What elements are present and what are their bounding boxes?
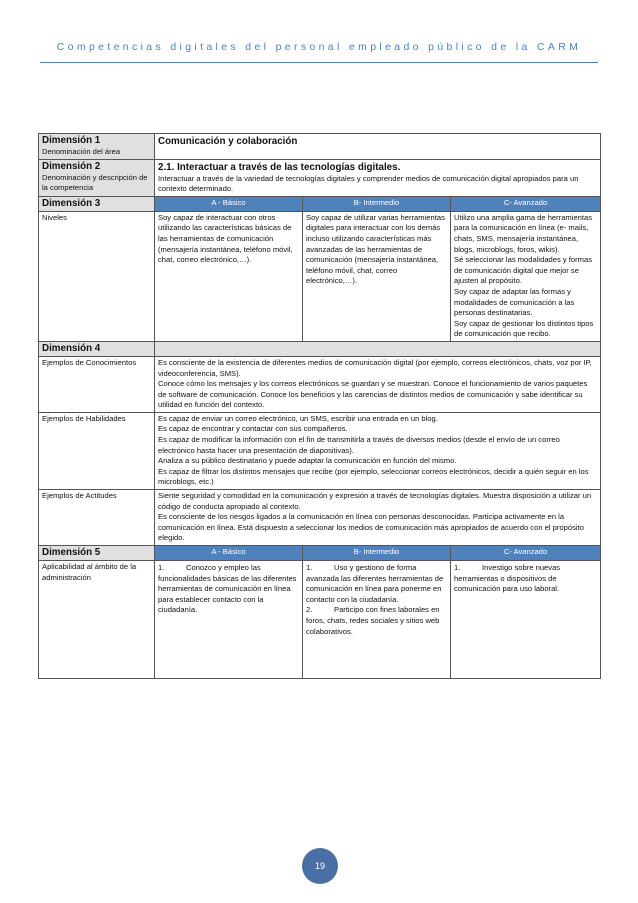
dim5-text-a: [155, 561, 303, 679]
row-dimension-1: [39, 134, 601, 160]
running-header: Competencias digitales del personal empleado público de la CARM: [56, 41, 582, 53]
page-number-badge: 19: [302, 848, 338, 884]
row-dimension-3-body: [39, 211, 601, 341]
dim3-level-b: B- Intermedio: [303, 196, 451, 211]
dim3-label-cell: [39, 196, 155, 211]
row-dimension-5-body: [39, 561, 601, 679]
dim3-text-c: [451, 211, 601, 341]
skills-line: Es capaz de modificar la información con el fin de transmitirla a través de diversos medios (desde el envío de un correo electrónico hasta hacer una presentación de diapositivas).: [158, 435, 560, 455]
row-dimension-3-header: [39, 196, 601, 211]
item-text: Conozco y empleo las funcionalidades básicas de las diferentes herramientas de comunicación en línea para establecer contacto con la ciudadanía.: [158, 563, 297, 615]
knowledge-label: Ejemplos de Conocimientos: [39, 356, 155, 412]
dim5-level-b: B- Intermedio: [303, 546, 451, 561]
competence-description: Interactuar a través de la variedad de tecnologías digitales y comprender medios de comunicación digital apropiados para un contexto determinado.: [158, 173, 579, 194]
dim3-c-line: Soy capaz de adaptar las formas y modalidades de comunicación a las personas destinatarias.: [454, 286, 575, 318]
item-text: Uso y gestiono de forma avanzada las diferentes herramientas de comunicación en línea para ponerme en contacto con la ciudadanía.: [306, 563, 444, 604]
dim4-label: Dimensión 4: [42, 342, 101, 354]
item-text: Investigo sobre nuevas herramientas o dispositivos de comunicación para uso laboral.: [454, 563, 561, 594]
attitudes-line: Siente seguridad y comodidad en la comunicación y expresión a través de tecnologías digitales. Muestra disposición a utilizar un código de conducta apropiado al contexto.: [158, 491, 592, 511]
dim1-label: Dimensión 1: [42, 135, 101, 146]
dim5-label: Dimensión 5: [42, 547, 101, 558]
dim1-sub: Denominación del área: [42, 147, 121, 156]
dim2-label: Dimensión 2: [42, 160, 101, 172]
skills-text: [155, 412, 601, 489]
dim2-sub: Denominación y descripción de la competencia: [42, 172, 148, 193]
dim2-label-cell: [39, 159, 155, 196]
skills-line: Analiza a su público destinatario y puede adaptar la comunicación en función del mismo.: [158, 456, 457, 466]
dim2-value-cell: [155, 159, 601, 196]
dim3-sub-cell: [39, 211, 155, 341]
dim3-c-line: Soy capaz de gestionar los distintos tipos de comunicación que recibo.: [454, 318, 594, 339]
header-rule: [40, 62, 598, 63]
attitudes-line: Es consciente de los riesgos ligados a la comunicación en línea con personas desconocidas. Participa activamente en la comunicación en línea. Está dispuesto a seleccionar los medios de comunicación más apropiados de acuerdo con el propósito elegido.: [158, 512, 584, 543]
dim3-text-b: Soy capaz de utilizar varias herramientas digitales para interactuar con los demás incluso utilizando características más avanzadas de las herramientas de comunicación (mensajería instantánea, teléfono móvil, chat, correo electrónico,…).: [303, 211, 451, 341]
dim4-label-cell: [39, 341, 155, 356]
dim5-level-a: A - Básico: [155, 546, 303, 561]
knowledge-text: [155, 356, 601, 412]
dim5-b-item: [306, 563, 447, 605]
dim4-header-fill: [155, 341, 601, 356]
dim3-label: Dimensión 3: [42, 197, 101, 209]
dim5-text-b: [303, 561, 451, 679]
item-text: Participo con fines laborales en foros, chats, redes sociales y sitios web colaborativos.: [306, 605, 440, 636]
attitudes-label: Ejemplos de Actitudes: [39, 490, 155, 546]
row-dimension-4-header: [39, 341, 601, 356]
dim5-sub: Aplicabilidad al ámbito de la administración: [42, 562, 137, 582]
dim1-value-cell: [155, 134, 601, 160]
dim3-level-a: A - Básico: [155, 196, 303, 211]
skills-line: Es capaz de encontrar y contactar con sus compañeros.: [158, 424, 348, 434]
dim5-b-item: [306, 605, 447, 637]
dim5-level-c: C- Avanzado: [451, 546, 601, 561]
attitudes-text: [155, 490, 601, 546]
row-dimension-5-header: [39, 546, 601, 561]
dim3-c-line: Utilizo una amplia gama de herramientas para la comunicación en línea (e- mails, chats, SMS, mensajería instantánea, blogs, microblogs, foros, wikis).: [454, 212, 593, 254]
dim1-label-cell: [39, 134, 155, 160]
dim5-sub-cell: [39, 561, 155, 679]
dim5-c-item: [454, 563, 597, 595]
dim5-label-cell: [39, 546, 155, 561]
dim5-a-item: [158, 563, 299, 616]
competence-table: [38, 133, 601, 679]
dim3-level-c: C- Avanzado: [451, 196, 601, 211]
item-number: 1.: [158, 563, 165, 572]
dim3-sub: Niveles: [42, 212, 67, 222]
competence-title: 2.1. Interactuar a través de las tecnologías digitales.: [158, 161, 401, 173]
item-number: 1.: [454, 563, 461, 572]
dim5-text-c: [451, 561, 601, 679]
row-attitudes: [39, 490, 601, 546]
row-knowledge: [39, 356, 601, 412]
skills-line: Es capaz de enviar un correo electrónico, un SMS, escribir una entrada en un blog.: [158, 413, 438, 423]
row-dimension-2: [39, 159, 601, 196]
area-name: Comunicación y colaboración: [158, 136, 298, 147]
dim3-text-a: Soy capaz de interactuar con otros utilizando las características básicas de las herramientas de comunicación (mensajería instantánea, teléfono móvil, chat, correo electrónico,…).: [155, 211, 303, 341]
knowledge-line: Es consciente de la existencia de diferentes medios de comunicación digital (por ejemplo, correos electrónicos, chats, voz por IP, videoconferencia, SMS).: [158, 357, 592, 378]
skills-label: Ejemplos de Habilidades: [39, 412, 155, 489]
knowledge-line: Conoce cómo los mensajes y los correos electrónicos se guardan y se muestran. Conoce el funcionamiento de varios paquetes de software de comunicación. Conoce los beneficios y las carencias de distintos medios de comunicación y sabe identificar su utilidad en función del contexto.: [158, 379, 588, 410]
item-number: 2.: [306, 605, 313, 615]
row-skills: [39, 412, 601, 489]
item-number: 1.: [306, 563, 313, 572]
dim3-c-line: Sé seleccionar las modalidades y formas de comunicación digital que mejor se ajusten al propósito.: [454, 255, 593, 286]
skills-line: Es capaz de filtrar los distintos mensajes que recibe (por ejemplo, seleccionar correos electrónicos, decidir a quién seguir en los microblogs, etc.): [158, 466, 589, 487]
